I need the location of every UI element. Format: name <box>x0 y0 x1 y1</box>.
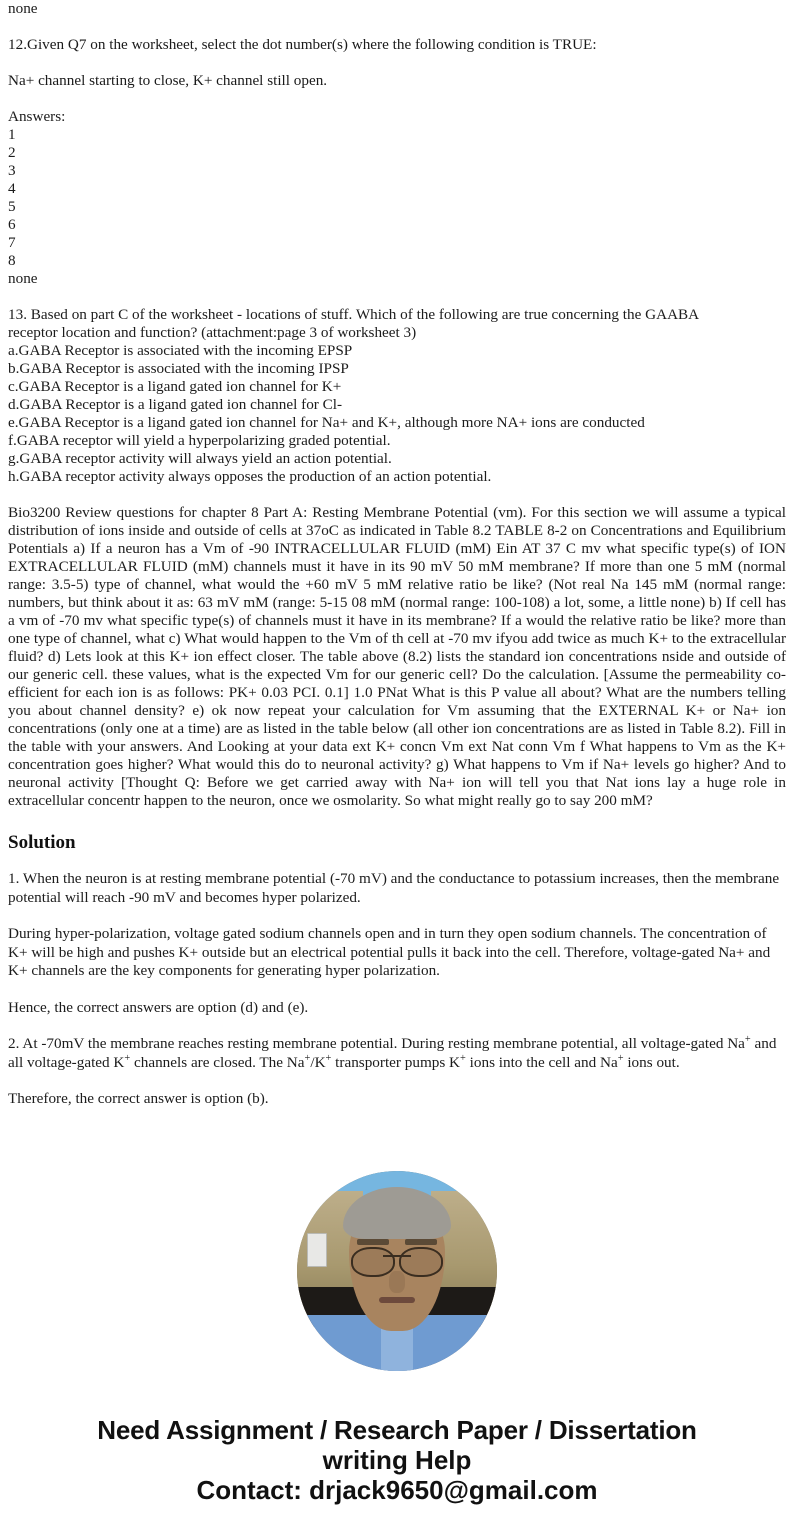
answer-option[interactable]: 2 <box>8 144 16 161</box>
superscript-plus: + <box>460 1052 466 1064</box>
question-13-option-g[interactable]: g.GABA receptor activity will always yield an action potential. <box>8 450 392 467</box>
avatar-background-switchplate <box>307 1233 327 1267</box>
avatar-nose <box>389 1271 405 1293</box>
question-13 <box>8 306 786 486</box>
top-fragment-none: none <box>8 0 38 17</box>
footer-line-2: writing Help <box>322 1444 472 1475</box>
solution-p4-pre: 2. At -70mV the membrane reaches resting membrane potential. During resting membrane potential, all voltage-gated Na <box>8 1035 745 1052</box>
solution-paragraph-4 <box>8 1035 786 1072</box>
question-12-answers <box>8 108 786 288</box>
spacer <box>8 288 786 306</box>
solution-p4-mid4: transporter pumps K <box>331 1053 461 1071</box>
superscript-plus: + <box>304 1052 311 1064</box>
answer-option[interactable]: 8 <box>8 252 16 269</box>
spacer <box>8 54 786 72</box>
solution-p4-mid5: ions into the cell and Na <box>465 1053 618 1071</box>
answer-option[interactable]: 7 <box>8 234 16 251</box>
footer-line-1: Need Assignment / Research Paper / Dissertation <box>97 1414 697 1445</box>
question-13-option-e[interactable]: e.GABA Receptor is a ligand gated ion channel for Na+ and K+, although more NA+ ions are conducted <box>8 414 645 431</box>
answer-option[interactable]: none <box>8 270 38 287</box>
footer-contact-email[interactable]: Contact: drjack9650@gmail.com <box>196 1474 598 1505</box>
superscript-plus: + <box>124 1052 131 1064</box>
answers-label: Answers: <box>8 108 66 125</box>
answer-option[interactable]: 6 <box>8 216 16 233</box>
solution-p4-mid1: and all voltage-gated K <box>8 1035 777 1071</box>
avatar-mouth <box>379 1297 415 1303</box>
avatar <box>297 1171 497 1371</box>
spacer <box>8 90 786 108</box>
solution-p4-mid3: /K <box>310 1053 326 1071</box>
spacer <box>8 18 786 36</box>
solution-p4-mid2: channels are closed. The Na <box>130 1053 305 1071</box>
answer-option[interactable]: 1 <box>8 126 16 143</box>
avatar-glasses-bridge <box>383 1255 411 1257</box>
answer-option[interactable]: 5 <box>8 198 16 215</box>
question-13-option-c[interactable]: c.GABA Receptor is a ligand gated ion channel for K+ <box>8 378 342 395</box>
superscript-plus: + <box>744 1033 751 1045</box>
spacer <box>8 486 786 504</box>
solution-p4-end: ions out. <box>623 1053 680 1071</box>
glasses-icon <box>351 1247 443 1273</box>
solution-paragraph-1: 1. When the neuron is at resting membrane potential (-70 mV) and the conductance to potassium increases, then the membrane potential will reach -90 mV and becomes hyper polarized. <box>8 870 780 906</box>
avatar-eyebrow-left <box>357 1239 389 1245</box>
question-12-stem: 12.Given Q7 on the worksheet, select the dot number(s) where the following condition is TRUE: <box>8 36 597 53</box>
question-13-stem-line2: receptor location and function? (attachment:page 3 of worksheet 3) <box>8 324 417 341</box>
superscript-plus: + <box>325 1052 332 1064</box>
avatar-container <box>8 1171 786 1371</box>
answer-option[interactable]: 4 <box>8 180 16 197</box>
dense-question-paragraph: Bio3200 Review questions for chapter 8 Part A: Resting Membrane Potential (vm). For this section we will assume a typical distribution of ions inside and outside of cells at 37oC as indicated in Table 8.2 TABLE 8-2 on Concentrations and Equilibrium Potentials a) If a neuron has a Vm of -90 INTRACELLULAR FLUID (mM) Ein AT 37 C mv what specific type(s) of ION EXTRACELLULAR FLUID (mM) channels must it have in its 90 mV 50 mM membrane? If more than one 5 mM (normal range: 3.5-5) type of channel, what would the +60 mV 5 mM relative ratio be like? (Not real Na 145 mM (normal range: numbers, but think about it as: 63 mV mM (range: 5-15 08 mM (normal range: 100-108) a lot, some, a little none) b) If cell has a vm of -70 mv what specific type(s) of channels must it have in its membrane? If a would the relative ratio be like? more than one type of channel, what c) What would happen to the Vm of th cell at -70 mv ifyou add twice as much K+ to the extracellular fluid? d) Lets look at this K+ ion effect closer. The table above (8.2) lists the standard ion concentrations nside and outside of our generic cell. these values, what is the expected Vm for our generic cell? Do the calculation. [Assume the permeability co-efficient for each ion is as follows: PK+ 0.03 PCI. 0.1] 1.0 PNat What is this P value all about? What are the numbers telling you about channel density? e) ok now repeat your calculation for Vm assuming that the EXTERNAL K+ or Na+ ion concentrations (only one at a time) are as listed in the table below (all other ion concentrations are as listed in Table 8.2). Fill in the table with your answers. And Looking at your data ext K+ concn Vm ext Nat conn Vm f What happens to Vm as the K+ concentration goes higher? What would this do to neuronal activity? g) What happens to Vm if Na+ levels go higher? And to neuronal activity [Thought Q: Before we get carried away with Na+ ion will tell you that Nat ions lay a huge role in extracellular concentr happen to the neuron, once we osmolarity. So what might really go to say 200 mM? <box>8 504 786 809</box>
question-13-option-d[interactable]: d.GABA Receptor is a ligand gated ion channel for Cl- <box>8 396 343 413</box>
avatar-eyebrow-right <box>405 1239 437 1245</box>
question-13-option-f[interactable]: f.GABA receptor will yield a hyperpolarizing graded potential. <box>8 432 391 449</box>
avatar-lens-left <box>351 1247 395 1277</box>
solution-heading: Solution <box>8 832 76 853</box>
question-12-condition: Na+ channel starting to close, K+ channel still open. <box>8 72 328 89</box>
solution-paragraph-2: During hyper-polarization, voltage gated sodium channels open and in turn they open sodium channels. The concentration of K+ will be high and pushes K+ outside but an electrical potential pulls it back into the cell. Therefore, voltage-gated Na+ and K+ channels are the key components for generating hyper polarization. <box>8 925 771 979</box>
avatar-lens-right <box>399 1247 443 1277</box>
answer-option[interactable]: 3 <box>8 162 16 179</box>
question-13-option-h[interactable]: h.GABA receptor activity always opposes the production of an action potential. <box>8 468 492 485</box>
question-13-option-b[interactable]: b.GABA Receptor is associated with the incoming IPSP <box>8 360 349 377</box>
solution-paragraph-3: Hence, the correct answers are option (d) and (e). <box>8 998 309 1016</box>
footer-promo <box>8 1415 786 1505</box>
question-13-option-a[interactable]: a.GABA Receptor is associated with the incoming EPSP <box>8 342 353 359</box>
superscript-plus: + <box>617 1052 624 1064</box>
solution-paragraph-5: Therefore, the correct answer is option (b). <box>8 1090 269 1107</box>
question-13-stem-line1: 13. Based on part C of the worksheet - locations of stuff. Which of the following are true concerning the GAABA <box>8 306 700 323</box>
